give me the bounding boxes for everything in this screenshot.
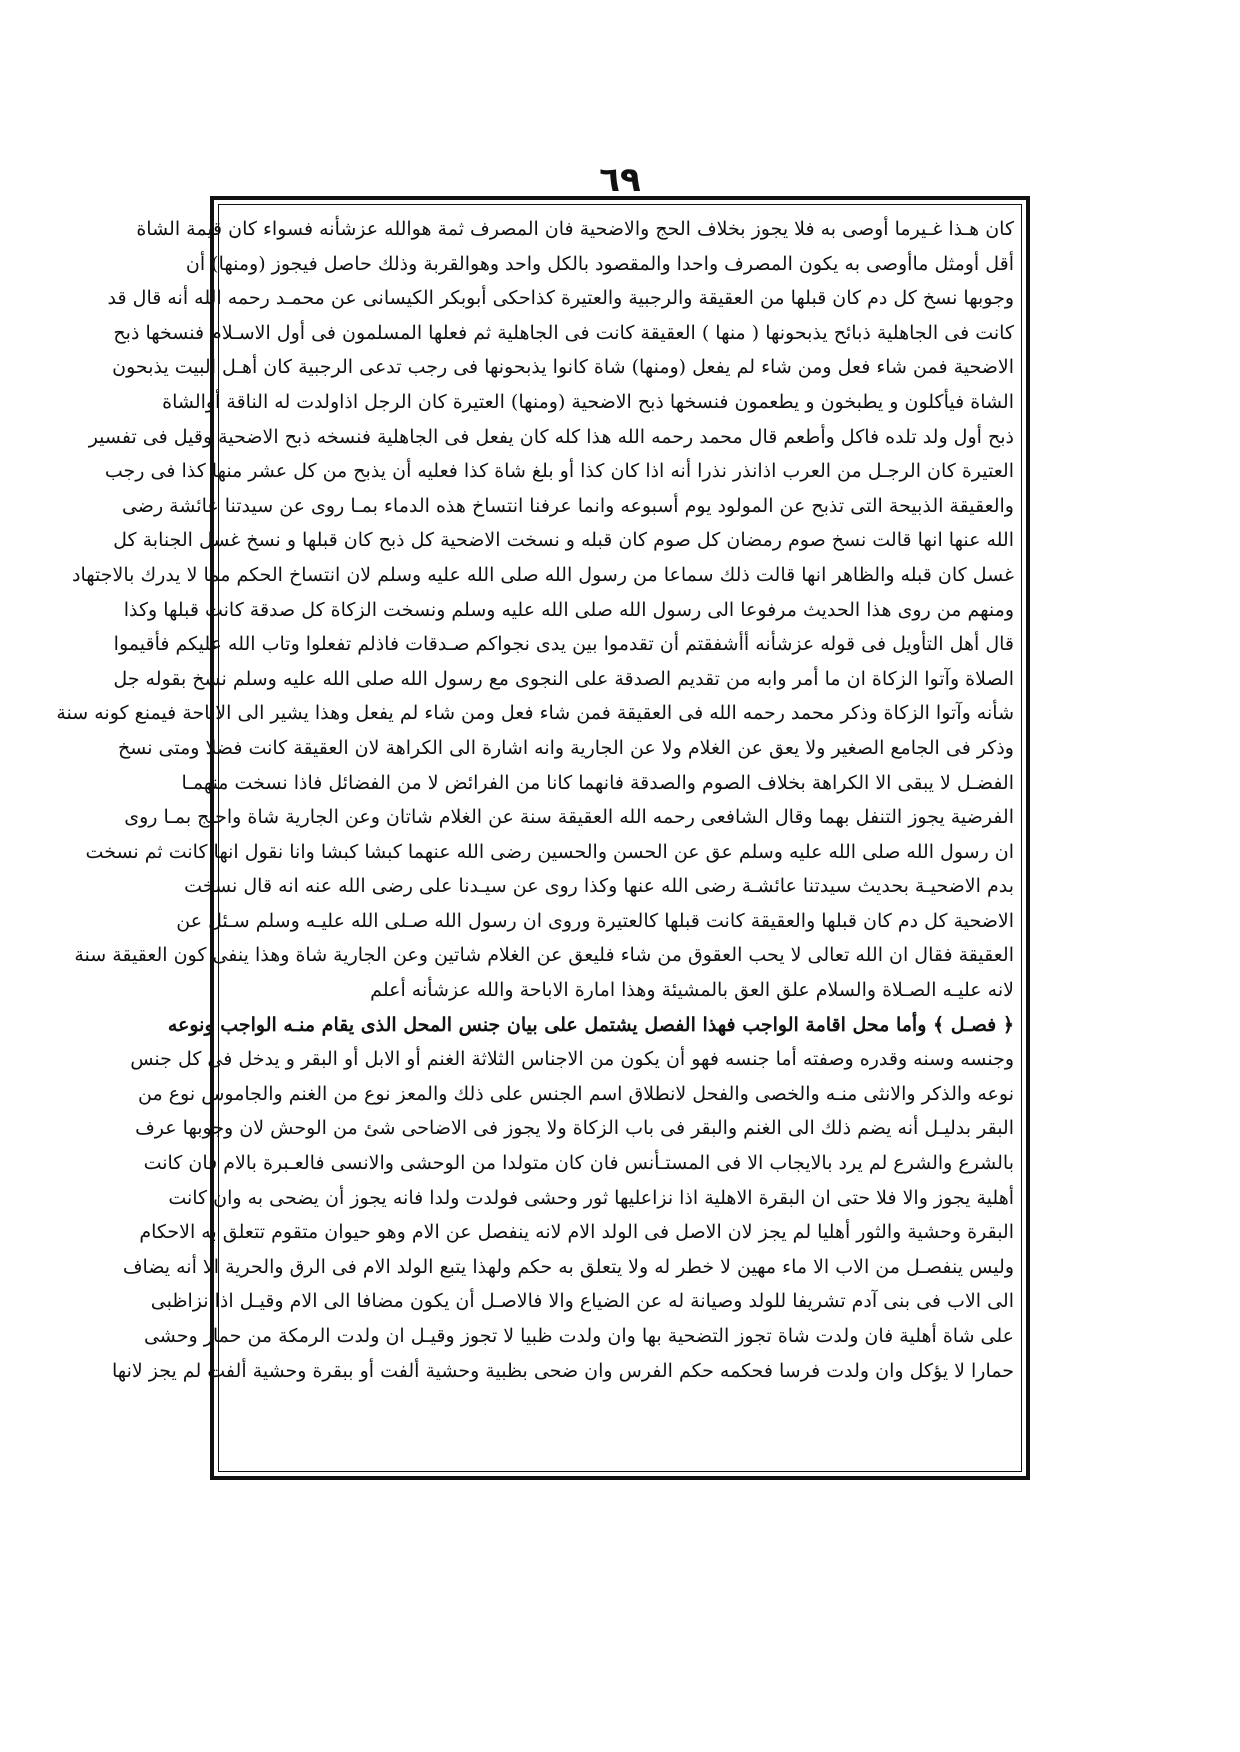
page-number: ٦٩ — [599, 160, 641, 200]
text-line: العقيقة فقال ان الله تعالى لا يحب العقوق من شاء فليعق عن الغلام شاتين وعن الجارية شاة وهذا ينفى كون العقيقة سنة — [74, 944, 1014, 967]
text-line: الفرضية يجوز التنفل بهما وقال الشافعى رحمه الله العقيقة سنة عن الغلام شاتان وعن الجارية شاة واحتج بمـا روى — [124, 806, 1014, 829]
text-line: كان هـذا غـيرما أوصى به فلا يجوز بخلاف الحج والاضحية فان المصرف ثمة هوالله عزشأنه فسواء كان قيمة الشاة — [136, 218, 1014, 240]
text-line: أقل أومثل ماأوصى به يكون المصرف واحدا والمقصود بالكل واحد وهوالقربة وذلك حاصل فيجوز (ومنها) أن — [185, 252, 1014, 275]
text-line: الاضحية كل دم كان قبلها والعقيقة كانت قبلها كالعتيرة وروى ان رسول الله صـلى الله عليـه وسلم سـئل عن — [176, 909, 1014, 932]
text-line: الاضحية فمن شاء فعل ومن شاء لم يفعل (ومنها) شاة كانوا يذبحونها فى رجب تدعى الرجبية كان أهـل البيت يذبحون — [112, 356, 1014, 379]
text-line: نوعه والذكر والانثى منـه والخصى والفحل لانطلاق اسم الجنس على ذلك والمعز نوع من الغنم والجاموس نوع من — [138, 1082, 1014, 1105]
text-line: الصلاة وآتوا الزكاة ان ما أمر وابه من تقديم الصدقة على النجوى مع رسول الله صلى الله عليه وسلم نسخ بقوله جل — [113, 667, 1014, 690]
text-line: قال أهل التأويل فى قوله عزشأنه أأشفقتم أن تقدموا بين يدى نجواكم صـدقات فاذلم تفعلوا وتاب الله عليكم فأقيموا — [113, 633, 1014, 656]
text-line: ان رسول الله صلى الله عليه وسلم عق عن الحسن والحسين رضى الله عنهما كبشا كبشا وانا نقول انها كانت ثم نسخت — [85, 840, 1014, 863]
text-line: العتيرة كان الرجـل من العرب اذانذر نذرا أنه اذا كان كذا أو بلغ شاة كذا فعليه أن يذبح من كل عشر منها كذا فى رجب — [104, 460, 1014, 483]
text-line: حمارا لا يؤكل وان ولدت فرسا فحكمه حكم الفرس وان ضحى بظبية وحشية ألفت أو ببقرة وحشية ألفت لم يجز لانها — [112, 1359, 1014, 1382]
text-line: وجوبها نسخ كل دم كان قبلها من العقيقة والرجبية والعتيرة كذاحكى أبوبكر الكيسانى عن محمـد رحمه الله أنه قال قد — [107, 287, 1014, 310]
text-line: الى الاب فى بنى آدم تشريفا للولد وصيانة له عن الضياع والا فالاصـل أن يكون مضافا الى الام وقيـل اذا نزاظبى — [150, 1290, 1014, 1313]
text-line: على شاة أهلية فان ولدت شاة تجوز التضحية بها وان ولدت ظبيا لا تجوز وقيـل ان ولدت الرمكة من حمار وحشى — [143, 1325, 1014, 1347]
text-line: شأنه وآتوا الزكاة وذكر محمد رحمه الله فى العقيقة فمن شاء فعل ومن شاء لم يفعل وهذا يشير الى الاباحة فيمنع كونه سنة — [56, 702, 1014, 725]
text-line: ذبح أول ولد تلده فاكل وأطعم قال محمد رحمه الله هذا كله كان يفعل فى الجاهلية فنسخه ذبح الاضحية وقيل فى تفسير — [88, 425, 1014, 448]
text-line: ﴿ فصـل ﴾ وأما محل اقامة الواجب فهذا الفصل يشتمل على بيان جنس المحل الذى يقام منـه الواجب ونوعه — [167, 1013, 1014, 1036]
text-line: والعقيقة الذبيحة التى تذبح عن المولود يوم أسبوعه وانما عرفنا انتساخ هذه الدماء بمـا روى عن سيدتنا عائشة رضى — [121, 494, 1014, 517]
text-line: وجنسه وسنه وقدره وصفته أما جنسه فهو أن يكون من الاجناس الثلاثة الغنم أو الابل أو البقر و يدخل فى كل جنس — [130, 1048, 1014, 1071]
text-line: كانت فى الجاهلية ذبائح يذبحونها ( منها ) العقيقة كانت فى الجاهلية ثم فعلها المسلمون فى أول الاسـلام فنسخها ذبح — [113, 321, 1014, 344]
text-line: أهلية يجوز والا فلا حتى ان البقرة الاهلية اذا نزاعليها ثور وحشى فولدت ولدا فانه يجوز أن يضحى به وان كانت — [168, 1186, 1014, 1209]
text-body — [56, 212, 1014, 1464]
text-line: غسل كان قبله والظاهر انها قالت ذلك سماعا من رسول الله صلى الله عليه وسلم لان انتساخ الحكم مما لا يدرك بالاجتهاد — [72, 563, 1014, 586]
text-line: بالشرع والشرع لم يرد بالايجاب الا فى المستـأنس فان كان متولدا من الوحشى والانسى فالعـبرة بالام فان كانت — [143, 1152, 1014, 1175]
text-line: الشاة فيأكلون و يطبخون و يطعمون فنسخها ذبح الاضحية (ومنها) العتيرة كان الرجل اذاولدت له الناقة أوالشاة — [162, 390, 1014, 413]
text-line: البقرة وحشية والثور أهليا لم يجز لان الاصل فى الولد الام لانه ينفصل عن الام وهو حيوان متقوم تتعلق به الاحكام — [139, 1221, 1014, 1244]
text-line: بدم الاضحيـة بحديث سيدتنا عائشـة رضى الله عنها وكذا روى عن سيـدنا على رضى الله عنه انه قال نسخت — [184, 875, 1014, 898]
text-line: وذكر فى الجامع الصغير ولا يعق عن الغلام ولا عن الجارية وانه اشارة الى الكراهة لان العقيقة كانت فضلا ومتى نسخ — [118, 736, 1014, 759]
text-line: لانه عليـه الصـلاة والسلام علق العق بالمشيئة وهذا امارة الاباحة والله عزشأنه أعلم — [370, 979, 1014, 1002]
text-line: ومنهم من روى هذا الحديث مرفوعا الى رسول الله صلى الله عليه وسلم ونسخت الزكاة كل صدقة كانت قبلها وكذا — [123, 598, 1014, 621]
text-line: الله عنها انها قالت نسخ صوم رمضان كل صوم كان قبله و نسخت الاضحية كل ذبح كان قبلها و نسخ غسل الجنابة كل — [113, 529, 1014, 552]
text-line: الفضـل لا يبقى الا الكراهة بخلاف الصوم والصدقة فانهما كانا من الفرائض لا من الفضائل فاذا نسخت منهمـا — [181, 771, 1014, 794]
text-line: وليس ينفصـل من الاب الا ماء مهين لا خطر له ولا يتعلق به حكم ولهذا يتبع الولد الام فى الرق والحرية الا أنه يضاف — [122, 1255, 1014, 1278]
text-line: البقر بدليـل أنه يضم ذلك الى الغنم والبقر فى باب الزكاة ولا يجوز فى الاضاحى شئ من الوحش لان وجوبها عرف — [135, 1117, 1014, 1140]
